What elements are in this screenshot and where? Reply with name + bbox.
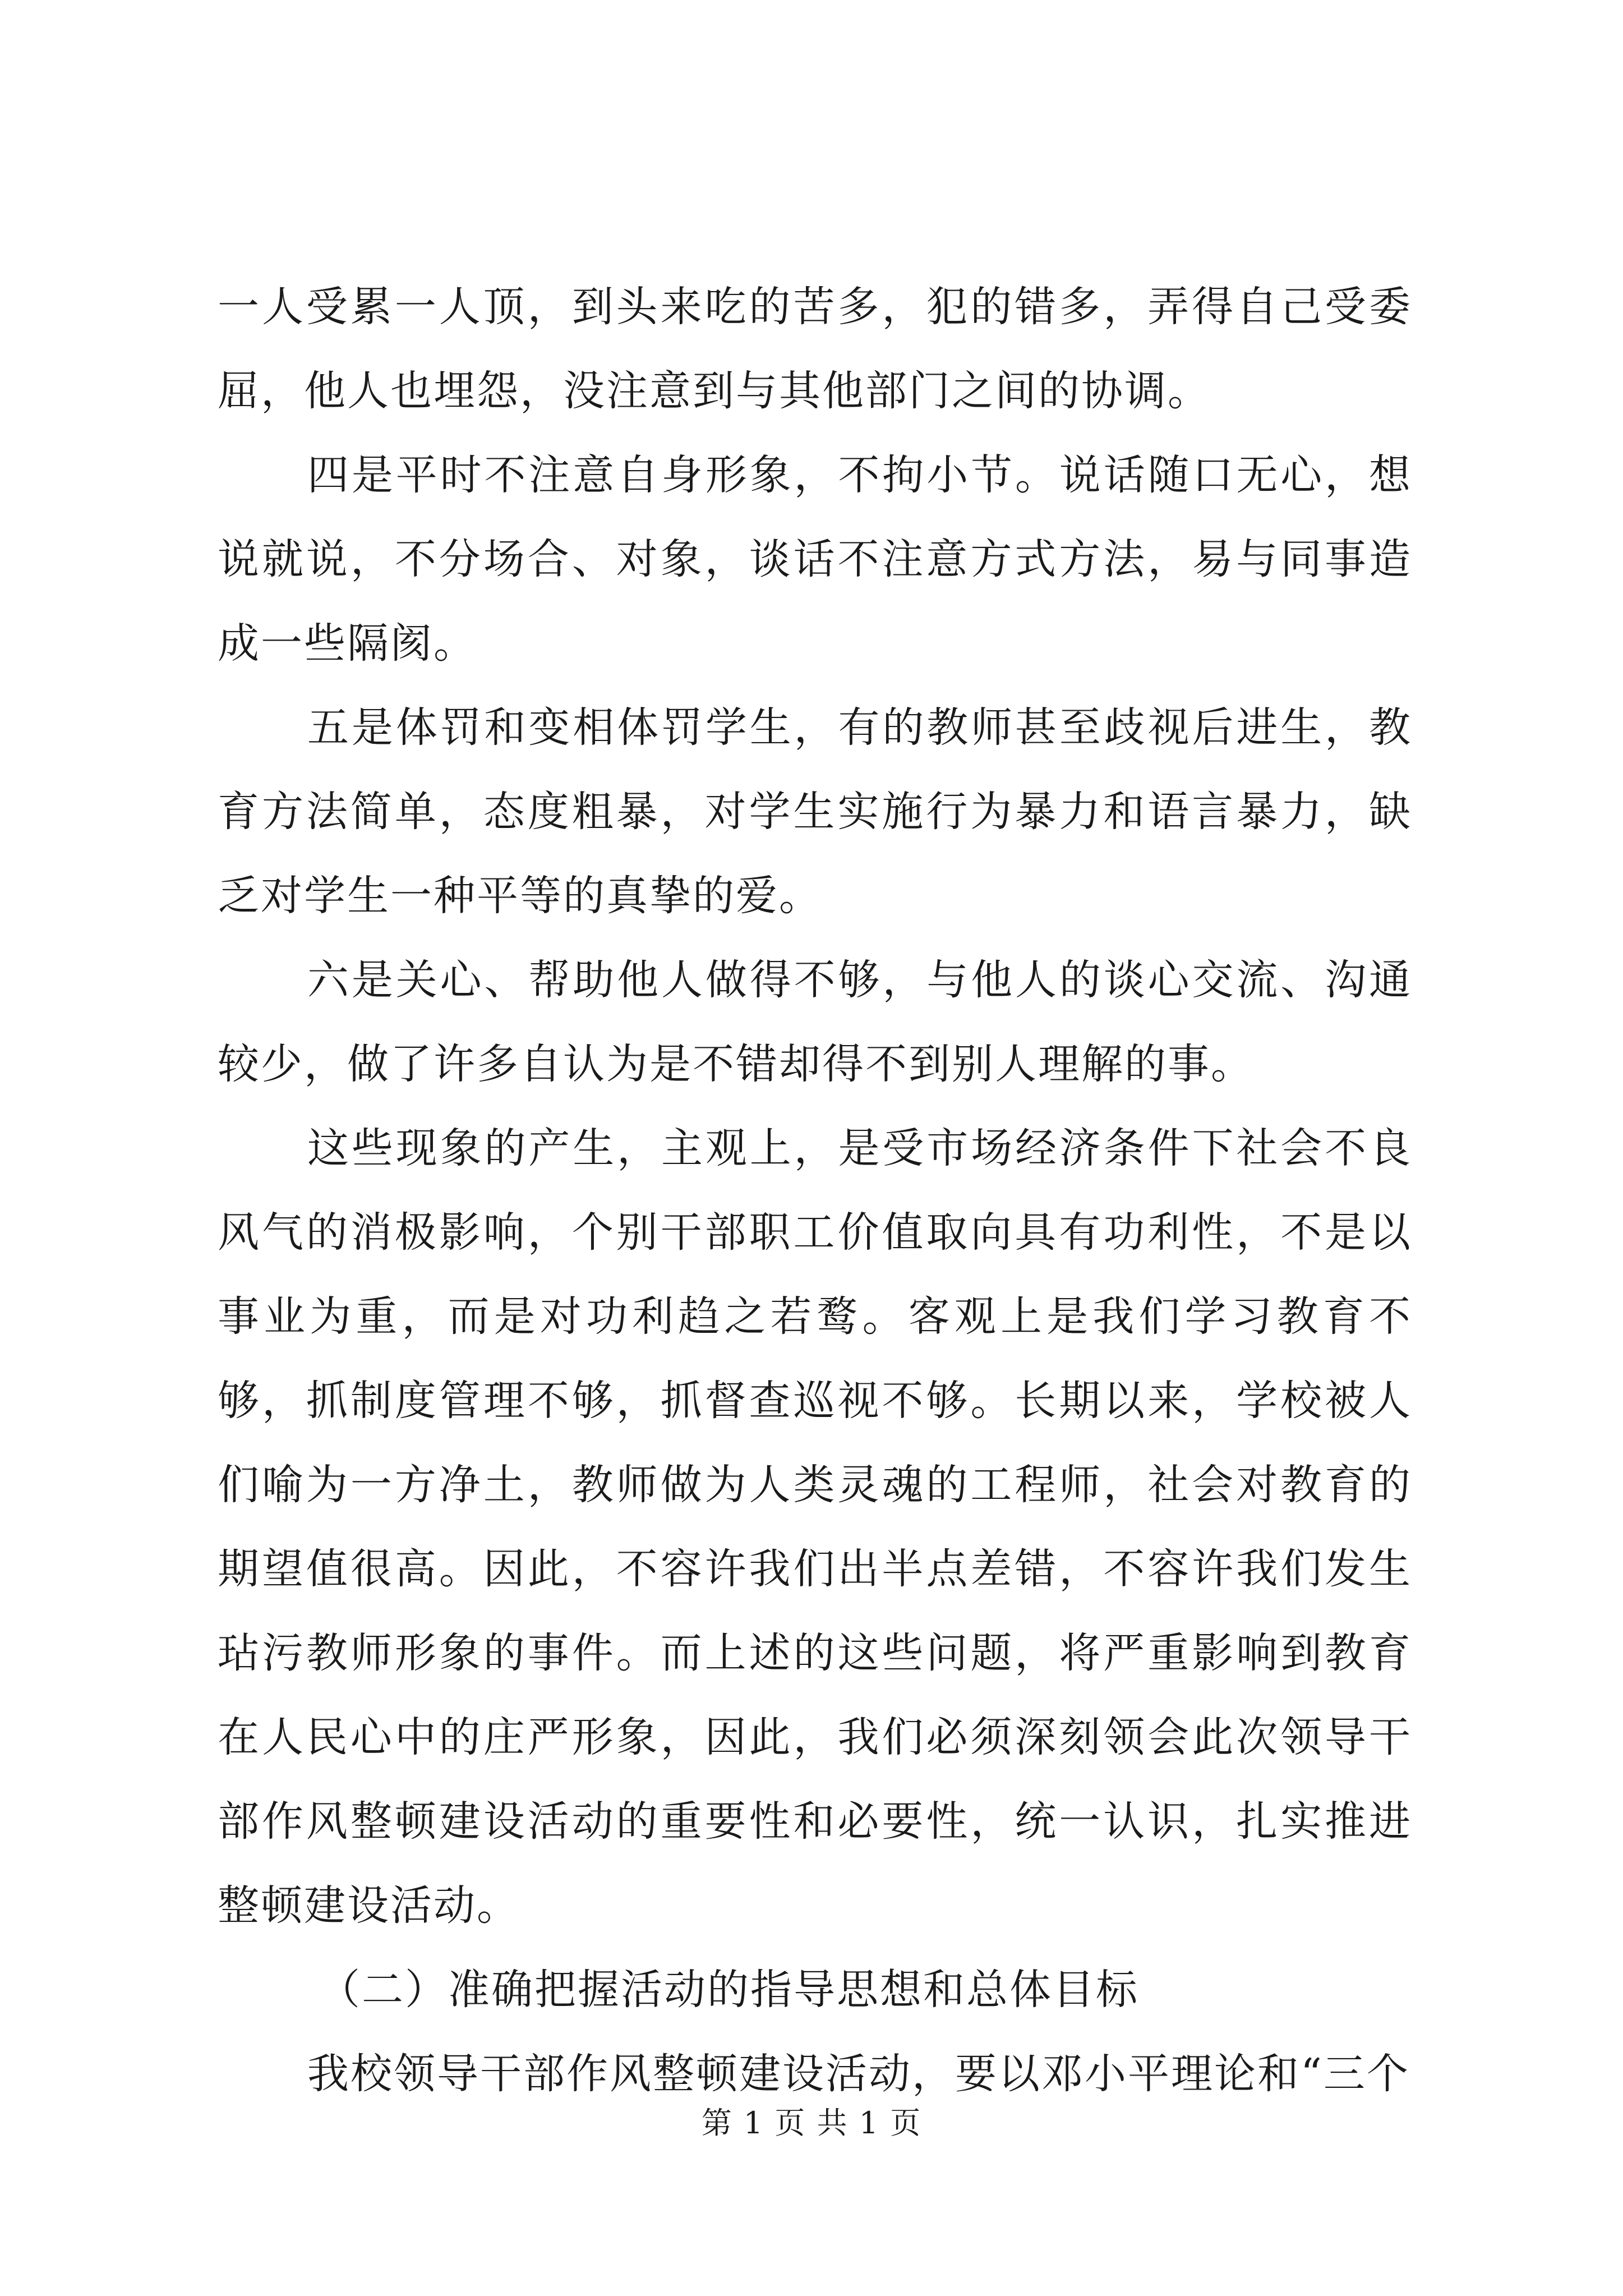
paragraph-point-six: 六是关心、帮助他人做得不够，与他人的谈心交流、沟通较少，做了许多自认为是不错却得不到别人理解的事。: [218, 956, 1412, 1088]
paragraph-guiding-ideology: 我校领导干部作风整顿建设活动，要以邓小平理论和“三个: [307, 2050, 1410, 2098]
document-body: [218, 265, 1412, 2116]
paragraph-point-four: 四是平时不注意自身形象，不拘小节。说话随口无心，想说就说，不分场合、对象，谈话不注意方式方法，易与同事造成一些隔阂。: [218, 451, 1412, 668]
page-footer: 第 1 页 共 1 页: [701, 2105, 922, 2141]
paragraph-point-five: 五是体罚和变相体罚学生，有的教师甚至歧视后进生，教育方法简单，态度粗暴，对学生实施行为暴力和语言暴力，缺乏对学生一种平等的真挚的爱。: [218, 703, 1412, 920]
section-heading: （二）准确把握活动的指导思想和总体目标: [319, 1966, 1139, 2014]
paragraph-continuation: 一人受累一人顶，到头来吃的苦多，犯的错多，弄得自己受委屈，他人也埋怨，没注意到与其他部门之间的协调。: [218, 283, 1412, 415]
paragraph-analysis: 这些现象的产生，主观上，是受市场经济条件下社会不良风气的消极影响，个别干部职工价值取向具有功利性，不是以事业为重，而是对功利趋之若鹜。客观上是我们学习教育不够，抓制度管理不够，抓督查巡视不够。长期以来，学校被人们喻为一方净土，教师做为人类灵魂的工程师，社会对教育的期望值很高。因此，不容许我们出半点差错，不容许我们发生玷污教师形象的事件。而上述的这些问题，将严重影响到教育在人民心中的庄严形象，因此，我们必须深刻领会此次领导干部作风整顿建设活动的重要性和必要性，统一认识，扎实推进整顿建设活动。: [218, 1124, 1412, 1930]
